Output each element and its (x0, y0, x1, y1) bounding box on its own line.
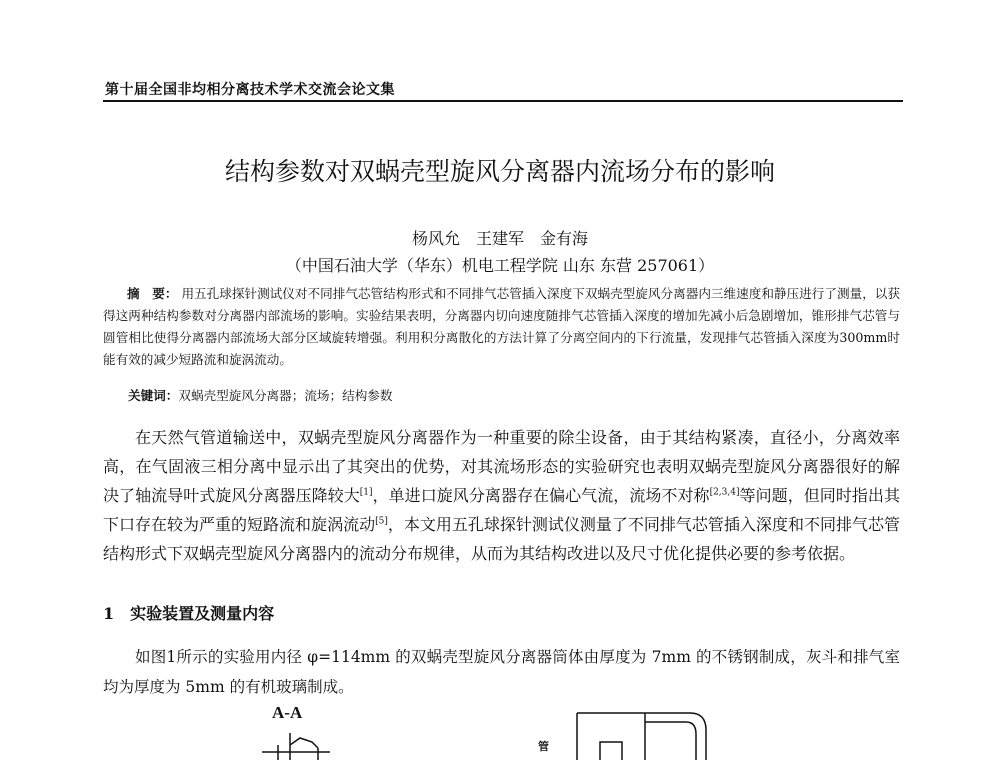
affiliation: （中国石油大学（华东）机电工程学院 山东 东营 257061） (285, 256, 715, 275)
keywords-text: 双蜗壳型旋风分离器；流场；结构参数 (178, 388, 393, 403)
citation-1: [1] (359, 487, 373, 498)
figure-section-label: A-A (272, 703, 303, 722)
citation-3: [5] (375, 516, 388, 527)
intro-text-2: ，单进口旋风分离器存在偏心气流，流场不对称 (372, 486, 710, 505)
section-view-sketch (262, 733, 330, 760)
figure-annotation: 管 (538, 740, 549, 753)
separator-outline-sketch (577, 713, 706, 760)
keywords-label: 关键词： (128, 388, 179, 403)
running-header: 第十届全国非均相分离技术学术交流会论文集 (105, 82, 395, 98)
experiment-paragraph: 如图1所示的实验用内径 φ=114mm 的双蜗壳型旋风分离器筒体由厚度为 7mm 的不锈钢制成，灰斗和排气室均为厚度为 5mm 的有机玻璃制成。 (103, 648, 900, 696)
intro-text-4: ，本文用五孔球探针测试仪测量了不同排气芯管插入深度和不同排气芯管结构形式下双蜗壳型旋风分离器内的流动分布规律，从而为其结构改进以及尺寸优化提供必要的参考依据。 (103, 515, 900, 563)
abstract-label: 摘 要： (127, 286, 178, 301)
citation-2: [2,3,4] (709, 487, 740, 498)
paper-title: 结构参数对双蜗壳型旋风分离器内流场分布的影响 (224, 157, 775, 186)
abstract-text: 用五孔球探针测试仪对不同排气芯管结构形式和不同排气芯管插入深度下双蜗壳型旋风分离器内三维速度和静压进行了测量，以获得这两种结构参数对分离器内部流场的影响。实验结果表明，分离器内切向速度随排气芯管插入深度的增加先减小后急剧增加，锥形排气芯管与圆管相比使得分离器内部流场大部分区域旋转增强。利用积分离散化的方法计算了分离空间内的下行流量，发现排气芯管插入深度为300mm时能有效的减少短路流和旋涡流动。 (103, 286, 901, 367)
intro-text-1: 在天然气管道输送中，双蜗壳型旋风分离器作为一种重要的除尘设备，由于其结构紧凑，直径小，分离效率高，在气固液三相分离中显示出了其突出的优势，对其流场形态的实验研究也表明双蜗壳型旋风分离器很好的解决了轴流导叶式旋风分离器压降较大 (103, 428, 900, 505)
authors: 杨风允 王建军 金有海 (411, 229, 588, 248)
section-heading-1: 1 实验装置及测量内容 (103, 604, 275, 623)
intro-text-3: 等问题，但同时指出其下口存在较为严重的短路流和旋涡流动 (103, 486, 900, 534)
